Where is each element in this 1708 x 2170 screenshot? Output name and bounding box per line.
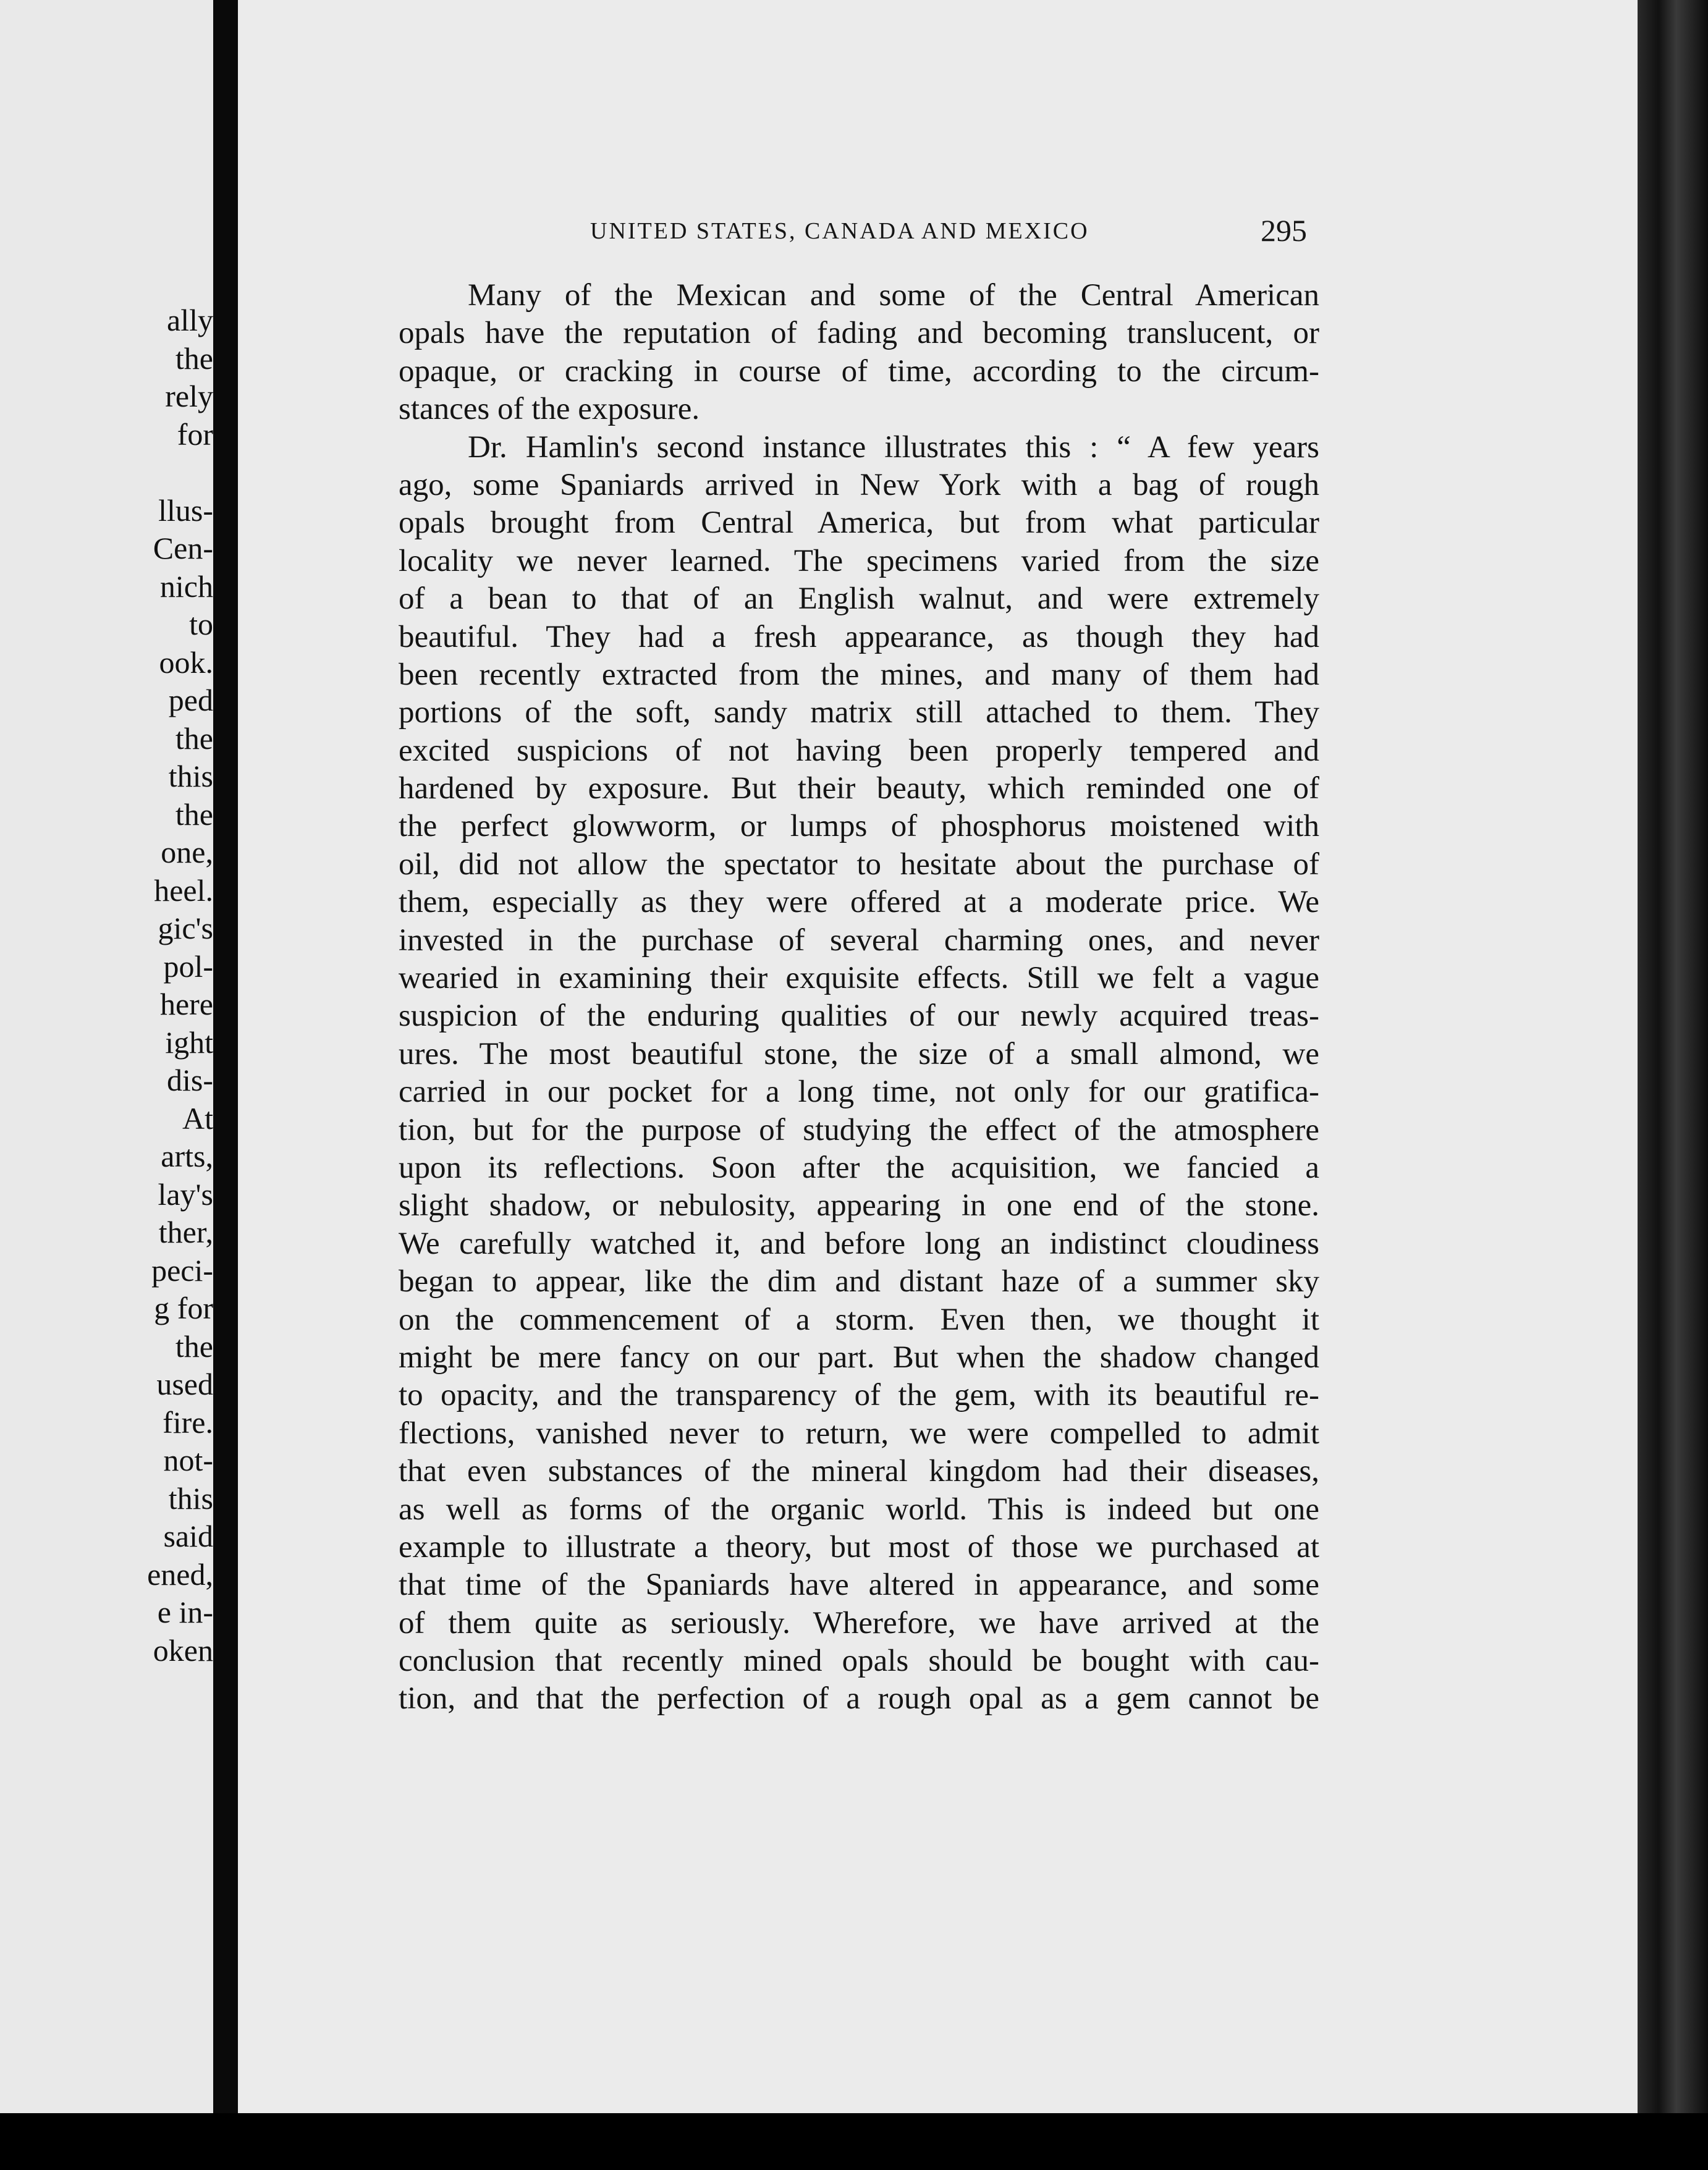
text-line: Many of the Mexican and some of the Central American (468, 278, 1319, 313)
paragraph-1 (399, 277, 1319, 429)
text-line: flections, vanished never to return, we were compelled to admit (399, 1416, 1319, 1451)
facing-page-line-text: not- (163, 1443, 213, 1477)
facing-page-line-text: ther, (158, 1215, 213, 1249)
text-line: began to appear, like the dim and distant haze of a summer sky (399, 1264, 1319, 1299)
facing-page-line-text: oken (153, 1632, 213, 1668)
text-line: upon its reflections. Soon after the acquisition, we fancied a (399, 1150, 1319, 1185)
facing-page-line-text: Cen- (153, 531, 213, 565)
facing-page-line-text: this (168, 1480, 213, 1516)
facing-page-line-text: the (175, 340, 213, 376)
facing-page-line (0, 1252, 213, 1290)
text-line: beautiful. They had a fresh appearance, as though they had (399, 619, 1319, 654)
facing-page-line-text: gic's (158, 911, 213, 945)
text-line: stances of the exposure. (399, 392, 700, 427)
page-edge (1638, 0, 1708, 2170)
facing-page-line-text: llus- (158, 492, 213, 528)
facing-page-line-text: here (159, 987, 213, 1021)
text-line: carried in our pocket for a long time, not only for our gratifica- (399, 1074, 1319, 1110)
facing-page-line (0, 1290, 213, 1328)
facing-page-line-text: e in- (157, 1595, 213, 1629)
text-line: wearied in examining their exquisite effects. Still we felt a vague (399, 961, 1319, 996)
facing-page-line-text: peci- (151, 1252, 213, 1288)
facing-page-line-text: fire. (163, 1404, 213, 1440)
facing-page-fragment (0, 0, 213, 2113)
text-line: tion, but for the purpose of studying the effect of the atmosphere (399, 1112, 1319, 1147)
text-line: conclusion that recently mined opals should be bought with cau- (399, 1644, 1319, 1679)
text-line: to opacity, and the transparency of the gem, with its beautiful re- (399, 1378, 1319, 1413)
facing-page-line (0, 1480, 213, 1518)
facing-page-line (0, 454, 213, 492)
facing-page-line-text: At (182, 1100, 213, 1136)
facing-page-line-text: g for (154, 1291, 213, 1325)
text-line: as well as forms of the organic world. This is indeed but one (399, 1492, 1319, 1527)
paragraph-2 (399, 429, 1319, 1718)
facing-page-line (0, 568, 213, 606)
facing-page-line (0, 1328, 213, 1366)
text-line: ago, some Spaniards arrived in New York with a bag of rough (399, 467, 1319, 502)
text-line: might be mere fancy on our part. But when the shadow changed (399, 1340, 1319, 1375)
facing-page-line (0, 1404, 213, 1442)
facing-page-line-text: ook. (159, 644, 213, 680)
facing-page-line-text: to (189, 607, 213, 641)
facing-page-line (0, 416, 213, 454)
facing-page-line (0, 834, 213, 872)
facing-page-line-text: ened, (147, 1556, 213, 1592)
text-line: of a bean to that of an English walnut, and were extremely (399, 581, 1319, 617)
text-line: them, especially as they were offered at a moderate price. We (399, 885, 1319, 920)
facing-page-line (0, 948, 213, 986)
facing-page-line (0, 1556, 213, 1594)
facing-page-line (0, 606, 213, 644)
text-line: locality we never learned. The specimens varied from the size (399, 543, 1319, 578)
facing-page-line-text: dis- (167, 1063, 213, 1097)
facing-page-line (0, 720, 213, 758)
text-line: oil, did not allow the spectator to hesitate about the purchase of (399, 846, 1319, 882)
text-line: slight shadow, or nebulosity, appearing in one end of the stone. (399, 1188, 1319, 1223)
facing-page-line (0, 1366, 213, 1404)
facing-page-line (0, 1100, 213, 1138)
facing-page-line (0, 530, 213, 568)
text-line: opals brought from Central America, but from what particular (399, 505, 1319, 541)
text-line: opaque, or cracking in course of time, according to the circum- (399, 353, 1319, 389)
facing-page-line-text: ped (168, 683, 213, 717)
facing-page-line (0, 378, 213, 416)
facing-page-line-text: arts, (161, 1139, 213, 1173)
text-line: been recently extracted from the mines, and many of them had (399, 657, 1319, 692)
text-line: that even substances of the mineral kingdom had their diseases, (399, 1454, 1319, 1489)
facing-page-line-text: ally (167, 303, 213, 337)
facing-page-line (0, 758, 213, 796)
facing-page-line (0, 302, 213, 340)
facing-page-line (0, 1138, 213, 1176)
book-gutter (213, 0, 238, 2170)
text-line: on the commencement of a storm. Even then, we thought it (399, 1302, 1319, 1337)
facing-page-line (0, 872, 213, 910)
facing-page-line (0, 1442, 213, 1480)
facing-page-line-text: nich (159, 568, 213, 604)
facing-page-line (0, 1024, 213, 1062)
text-line: of them quite as seriously. Wherefore, we have arrived at the (399, 1605, 1319, 1640)
facing-page-line-text: one, (161, 835, 213, 869)
text-line: excited suspicions of not having been properly tempered and (399, 733, 1319, 768)
facing-page-line (0, 1176, 213, 1214)
facing-page-line-text: the (175, 720, 213, 756)
text-line: portions of the soft, sandy matrix still attached to them. They (399, 695, 1319, 730)
facing-page-line-text: ight (165, 1024, 213, 1060)
facing-page-line (0, 1062, 213, 1100)
text-line: suspicion of the enduring qualities of our newly acquired treas- (399, 998, 1319, 1034)
running-head: UNITED STATES, CANADA AND MEXICO (590, 218, 1089, 244)
text-line: opals have the reputation of fading and becoming translucent, or (399, 316, 1319, 351)
facing-page-line (0, 796, 213, 834)
page-number: 295 (1261, 213, 1307, 248)
facing-page-line-text: the (175, 1328, 213, 1364)
facing-page-line-text: said (163, 1519, 213, 1553)
facing-page-line (0, 644, 213, 682)
facing-page-line (0, 1632, 213, 1670)
facing-page-line-text: the (175, 796, 213, 832)
facing-page-line (0, 682, 213, 720)
text-line: ures. The most beautiful stone, the size of a small almond, we (399, 1036, 1319, 1071)
facing-page-line-text: this (168, 759, 213, 793)
text-line: hardened by exposure. But their beauty, which reminded one of (399, 771, 1319, 806)
facing-page-line-text: rely (165, 379, 213, 413)
body-text (399, 277, 1319, 1718)
facing-page-line-text: for (177, 416, 213, 452)
facing-page-line-text: heel. (154, 872, 213, 908)
text-line: tion, and that the perfection of a rough opal as a gem cannot be (399, 1681, 1319, 1716)
facing-page-line-text: used (156, 1367, 213, 1401)
text-line: the perfect glowworm, or lumps of phosphorus moistened with (399, 809, 1319, 844)
facing-page-line (0, 1214, 213, 1252)
facing-page-line (0, 340, 213, 378)
facing-page-line-text: lay's (158, 1176, 213, 1212)
facing-page-text (0, 302, 213, 1670)
facing-page-line-text: pol- (163, 948, 213, 984)
scan-border (0, 2113, 1708, 2170)
facing-page-line (0, 910, 213, 948)
facing-page-line (0, 492, 213, 530)
text-line: Dr. Hamlin's second instance illustrates this : “ A few years (468, 429, 1319, 465)
facing-page-line (0, 1594, 213, 1632)
facing-page-line (0, 986, 213, 1024)
text-line: We carefully watched it, and before long an indistinct cloudiness (399, 1226, 1319, 1261)
text-line: example to illustrate a theory, but most of those we purchased at (399, 1529, 1319, 1564)
facing-page-line (0, 1518, 213, 1556)
text-line: that time of the Spaniards have altered in appearance, and some (399, 1568, 1319, 1603)
text-line: invested in the purchase of several charming ones, and never (399, 922, 1319, 958)
